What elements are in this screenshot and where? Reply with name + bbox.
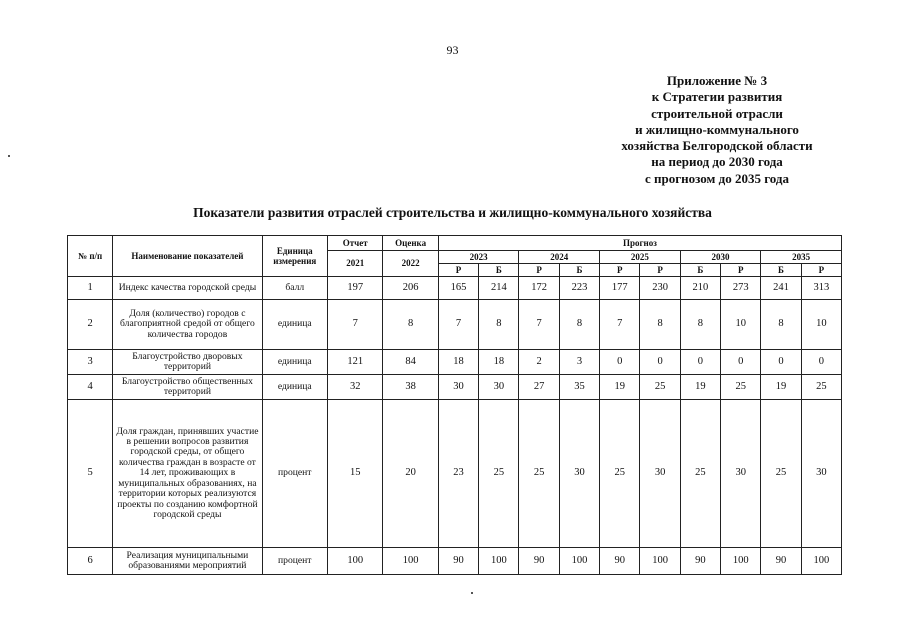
header-forecast-year: 2030 <box>680 251 761 264</box>
row-num: 4 <box>68 375 113 400</box>
row-value: 10 <box>721 300 761 350</box>
row-value: 19 <box>680 375 720 400</box>
table-row <box>68 350 842 375</box>
row-value: 197 <box>328 277 383 300</box>
row-value: 35 <box>559 375 599 400</box>
row-name: Реализация муниципальными образованиями мероприятий <box>113 548 262 575</box>
header-name: Наименование показателей <box>113 236 262 277</box>
header-sub: Б <box>479 264 519 277</box>
row-value: 8 <box>680 300 720 350</box>
row-value: 172 <box>519 277 559 300</box>
row-value: 25 <box>479 400 519 548</box>
appendix-line: Приложение № 3 <box>666 73 768 88</box>
header-sub: Р <box>640 264 680 277</box>
row-name: Доля граждан, принявших участие в решении вопросов развития городской среды, от общего количества граждан в возрасте от 14 лет, проживающих в муниципальных образованиях, на территории которых реализуются проекты по созданию комфортной городской среды <box>113 400 262 548</box>
row-value: 30 <box>479 375 519 400</box>
appendix-line: к Стратегии развития <box>651 89 783 105</box>
row-unit: единица <box>262 375 328 400</box>
row-value: 273 <box>721 277 761 300</box>
header-forecast-year: 2024 <box>519 251 600 264</box>
row-value: 100 <box>559 548 599 575</box>
row-value: 25 <box>801 375 841 400</box>
row-value: 25 <box>600 400 640 548</box>
header-forecast-year: 2035 <box>761 251 842 264</box>
header-report: Отчет <box>328 236 383 251</box>
row-value: 0 <box>680 350 720 375</box>
row-value: 2 <box>519 350 559 375</box>
row-value: 313 <box>801 277 841 300</box>
row-value: 214 <box>479 277 519 300</box>
appendix-heading <box>586 73 848 187</box>
header-year-estimate: 2022 <box>383 251 438 277</box>
row-value: 177 <box>600 277 640 300</box>
row-value: 100 <box>328 548 383 575</box>
header-estimate: Оценка <box>383 236 438 251</box>
row-value: 30 <box>801 400 841 548</box>
table-row <box>68 300 842 350</box>
row-value: 20 <box>383 400 438 548</box>
row-value: 8 <box>640 300 680 350</box>
row-value: 90 <box>519 548 559 575</box>
row-value: 25 <box>640 375 680 400</box>
row-value: 0 <box>761 350 801 375</box>
row-value: 84 <box>383 350 438 375</box>
row-num: 1 <box>68 277 113 300</box>
row-value: 90 <box>438 548 478 575</box>
row-value: 7 <box>438 300 478 350</box>
row-value: 19 <box>761 375 801 400</box>
row-value: 38 <box>383 375 438 400</box>
row-value: 0 <box>721 350 761 375</box>
row-value: 90 <box>600 548 640 575</box>
row-value: 100 <box>479 548 519 575</box>
row-value: 25 <box>761 400 801 548</box>
appendix-line: строительной отрасли <box>651 105 783 121</box>
row-value: 25 <box>519 400 559 548</box>
page-number: 93 <box>446 43 459 57</box>
row-value: 0 <box>801 350 841 375</box>
row-value: 18 <box>479 350 519 375</box>
row-value: 18 <box>438 350 478 375</box>
row-value: 121 <box>328 350 383 375</box>
row-unit: единица <box>262 300 328 350</box>
row-value: 8 <box>383 300 438 350</box>
row-value: 0 <box>640 350 680 375</box>
row-value: 100 <box>721 548 761 575</box>
row-name: Благоустройство дворовых территорий <box>113 350 262 375</box>
table-row <box>68 375 842 400</box>
row-value: 27 <box>519 375 559 400</box>
row-unit: балл <box>262 277 328 300</box>
header-unit: Единица измерения <box>262 236 328 277</box>
row-value: 8 <box>761 300 801 350</box>
header-sub: Б <box>680 264 720 277</box>
appendix-line: с прогнозом до 2035 года <box>645 170 789 186</box>
row-value: 8 <box>479 300 519 350</box>
row-value: 165 <box>438 277 478 300</box>
row-value: 3 <box>559 350 599 375</box>
row-value: 15 <box>328 400 383 548</box>
table-row <box>68 277 842 300</box>
header-sub: Р <box>600 264 640 277</box>
row-unit: процент <box>262 548 328 575</box>
row-value: 30 <box>559 400 599 548</box>
document-title: Показатели развития отраслей строительства и жилищно-коммунального хозяйства <box>193 205 712 220</box>
appendix-line: хозяйства Белгородской области <box>621 138 813 154</box>
row-value: 19 <box>600 375 640 400</box>
row-value: 7 <box>328 300 383 350</box>
row-name: Благоустройство общественных территорий <box>113 375 262 400</box>
row-value: 90 <box>761 548 801 575</box>
row-value: 7 <box>600 300 640 350</box>
table-row <box>68 548 842 575</box>
row-value: 210 <box>680 277 720 300</box>
row-value: 223 <box>559 277 599 300</box>
appendix-line: и жилищно-коммунального <box>635 121 799 137</box>
row-num: 5 <box>68 400 113 548</box>
row-value: 25 <box>680 400 720 548</box>
header-forecast-year: 2023 <box>438 251 519 264</box>
header-sub: Р <box>519 264 559 277</box>
row-value: 8 <box>559 300 599 350</box>
row-unit: процент <box>262 400 328 548</box>
row-value: 25 <box>721 375 761 400</box>
row-value: 30 <box>721 400 761 548</box>
table-row <box>68 400 842 548</box>
row-name: Доля (количество) городов с благоприятной средой от общего количества городов <box>113 300 262 350</box>
row-value: 23 <box>438 400 478 548</box>
scan-speck <box>471 592 473 594</box>
row-value: 30 <box>438 375 478 400</box>
row-num: 2 <box>68 300 113 350</box>
indicators-table <box>67 235 842 575</box>
appendix-line: на период до 2030 года <box>651 154 783 170</box>
row-value: 230 <box>640 277 680 300</box>
row-unit: единица <box>262 350 328 375</box>
row-value: 100 <box>640 548 680 575</box>
header-sub: Р <box>438 264 478 277</box>
row-value: 100 <box>801 548 841 575</box>
header-num: № п/п <box>68 236 113 277</box>
header-sub: Р <box>801 264 841 277</box>
header-year-report: 2021 <box>328 251 383 277</box>
header-sub: Б <box>761 264 801 277</box>
row-value: 90 <box>680 548 720 575</box>
row-name: Индекс качества городской среды <box>113 277 262 300</box>
header-forecast-year: 2025 <box>600 251 681 264</box>
row-value: 241 <box>761 277 801 300</box>
row-value: 7 <box>519 300 559 350</box>
row-value: 206 <box>383 277 438 300</box>
row-num: 3 <box>68 350 113 375</box>
row-value: 32 <box>328 375 383 400</box>
header-sub: Р <box>721 264 761 277</box>
row-value: 0 <box>600 350 640 375</box>
header-forecast: Прогноз <box>438 236 841 251</box>
row-value: 30 <box>640 400 680 548</box>
row-value: 100 <box>383 548 438 575</box>
header-sub: Б <box>559 264 599 277</box>
scan-speck <box>8 155 10 157</box>
row-value: 10 <box>801 300 841 350</box>
row-num: 6 <box>68 548 113 575</box>
